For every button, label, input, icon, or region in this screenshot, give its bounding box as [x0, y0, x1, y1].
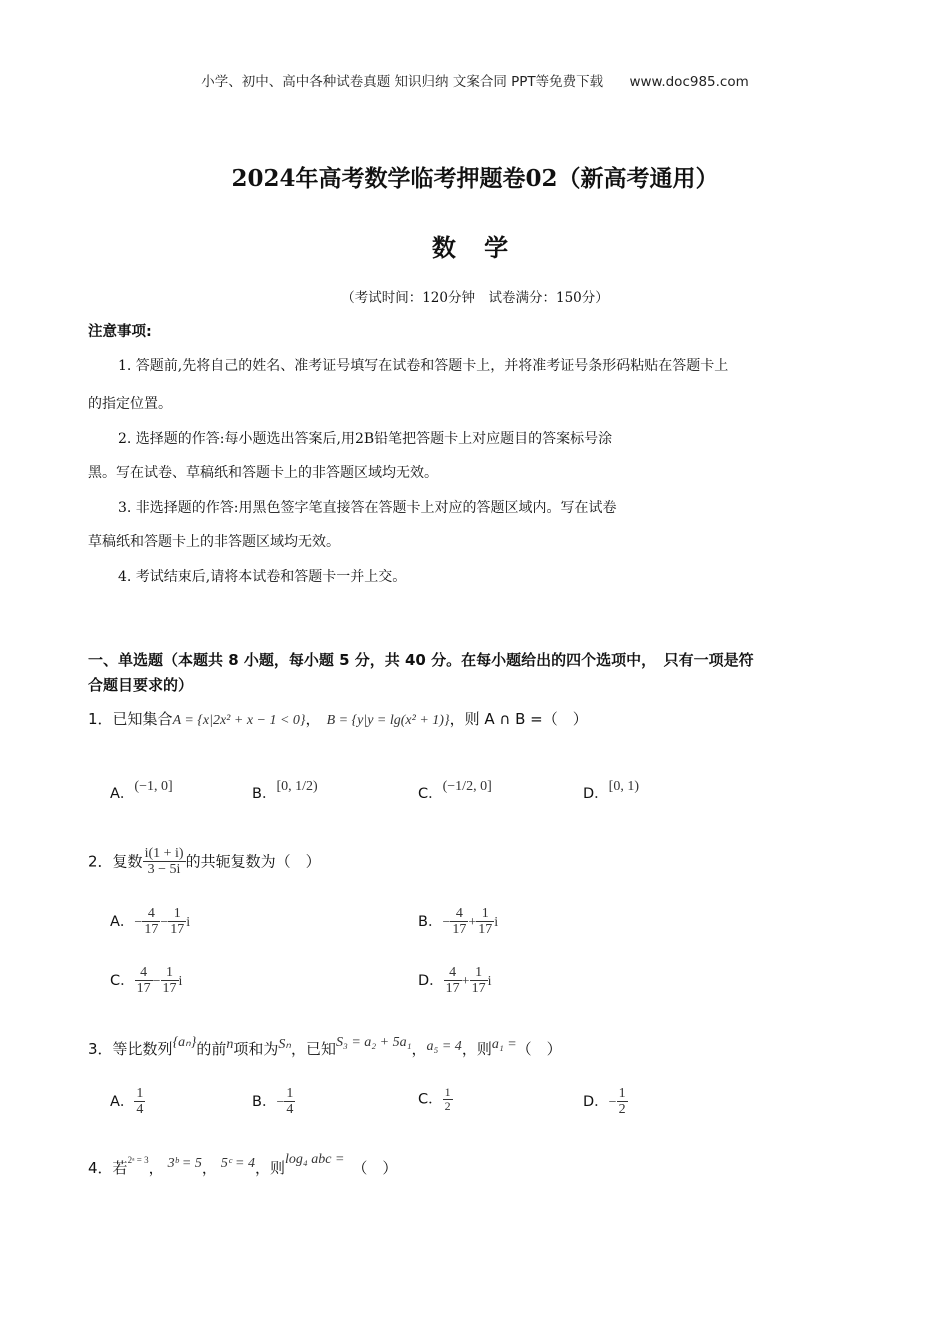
- numerator: 4: [142, 906, 160, 922]
- option-label: D．: [583, 786, 609, 802]
- question-text: ，则: [461, 1040, 492, 1058]
- option-label: C．: [418, 1091, 443, 1108]
- fraction-numerator: i(1 + i): [144, 846, 184, 861]
- question-4: [88, 1152, 398, 1178]
- sign: −: [442, 914, 451, 930]
- sign: −: [608, 1094, 617, 1110]
- notice-line-2: 的指定位置。: [88, 396, 172, 412]
- option-label: A．: [110, 913, 135, 930]
- fraction: [450, 906, 468, 938]
- notice-line-5: 3. 非选择题的作答:用黑色签字笔直接答在答题卡上对应的答题区域内。写在试卷: [118, 500, 617, 516]
- denominator: 17: [478, 922, 493, 938]
- question-text: ，: [411, 1040, 427, 1058]
- header-text: 小学、初中、高中各种试卷真题 知识归纳 文案合同 PPT等免费下载: [201, 74, 604, 90]
- condition-2: 3ᵇ = 5: [167, 1156, 202, 1171]
- condition-3: 5ᶜ = 4: [220, 1156, 255, 1171]
- denominator: 17: [162, 981, 177, 997]
- question-text: （ ）: [516, 1040, 562, 1058]
- sequence-symbol: {aₙ}: [172, 1035, 197, 1050]
- exam-subject: 数 学: [431, 233, 519, 262]
- option-d[interactable]: D． $\frac{4}{17}$ + $\frac{1}{17}$ i: [418, 965, 492, 997]
- denominator: 17: [144, 922, 159, 938]
- question-number: 2．: [88, 852, 113, 871]
- option-label: A．: [110, 1093, 135, 1110]
- denominator: 2: [444, 1099, 451, 1114]
- option-d[interactable]: [583, 1086, 628, 1118]
- numerator: 1: [618, 1086, 626, 1101]
- numerator: 1: [476, 906, 494, 922]
- option-a[interactable]: A．− $\frac{4}{17}$ − $\frac{1}{17}$ i: [110, 906, 191, 938]
- fraction: [476, 906, 494, 938]
- option-label: B．: [252, 786, 277, 802]
- section-heading-line-1: 一、单选题（本题共 8 小题，每小题 5 分，共 40 分。在每小题给出的四个选项中， 只有一项是符: [88, 651, 754, 669]
- question-number: 4．: [88, 1159, 113, 1177]
- option-b[interactable]: B．− $\frac{4}{17}$ + $\frac{1}{17}$ i: [418, 906, 499, 938]
- set-a-expression: A = {x|2x² + x − 1 < 0}: [172, 713, 306, 728]
- asked-value: log₄ abc =: [285, 1152, 345, 1167]
- question-text: 已知集合: [112, 710, 173, 728]
- option-label: D．: [583, 1093, 609, 1110]
- notice-line-1: 1. 答题前,先将自己的姓名、准考证号填写在试卷和答题卡上，并将准考证号条形码粘贴在答题卡上: [118, 358, 729, 374]
- option-value: (−1/2, 0]: [442, 779, 492, 794]
- numerator: 4: [450, 906, 468, 922]
- question-3: [88, 1035, 562, 1059]
- question-number: 1．: [88, 710, 113, 728]
- option-label: D．: [418, 972, 444, 989]
- condition-1: S₃ = a₂ + 5a₁: [335, 1035, 412, 1050]
- denominator: 17: [471, 981, 486, 997]
- option-label: C．: [418, 786, 443, 802]
- denominator: 4: [286, 1102, 294, 1118]
- fraction-denominator: 3 − 5i: [147, 862, 181, 878]
- option-c[interactable]: [418, 1086, 453, 1113]
- option-a[interactable]: [110, 779, 173, 803]
- fraction: [161, 965, 179, 997]
- set-b-expression: B = {y|y = lg(x² + 1)}: [326, 713, 450, 728]
- variable-n: n: [226, 1037, 234, 1052]
- sign: −: [160, 914, 169, 930]
- denominator: 17: [445, 981, 460, 997]
- question-text: 项和为: [233, 1040, 279, 1058]
- option-label: B．: [418, 913, 443, 930]
- option-c[interactable]: C． $\frac{4}{17}$ − $\frac{1}{17}$ i: [110, 965, 183, 997]
- exam-meta: （考试时间：120分钟 试卷满分：150分）: [341, 290, 609, 306]
- notice-line-6: 草稿纸和答题卡上的非答题区域均无效。: [88, 534, 340, 550]
- notice-line-4: 黑。写在试卷、草稿纸和答题卡上的非答题区域均无效。: [88, 465, 438, 481]
- sign: −: [152, 973, 161, 989]
- fraction: [617, 1086, 628, 1118]
- denominator: 2: [618, 1102, 626, 1118]
- numerator: 4: [444, 965, 462, 981]
- question-text: ，则 A ∩ B =（ ）: [449, 710, 588, 728]
- fraction: [135, 965, 153, 997]
- question-1: [88, 708, 588, 729]
- question-text: 若: [112, 1159, 128, 1177]
- question-text: 的前: [196, 1040, 227, 1058]
- notice-title: 注意事项:: [88, 324, 152, 340]
- option-label: B．: [252, 1093, 277, 1110]
- question-text: ，则: [254, 1159, 285, 1177]
- numerator: 4: [135, 965, 153, 981]
- sum-symbol: Sₙ: [278, 1037, 291, 1052]
- option-value: [0, 1/2): [276, 779, 318, 794]
- sign: +: [461, 973, 470, 989]
- sign: −: [134, 914, 143, 930]
- sign: −: [276, 1094, 285, 1110]
- option-value: [0, 1): [608, 779, 639, 794]
- section-heading-line-2: 合题目要求的）: [88, 676, 194, 694]
- separator: ，: [305, 710, 321, 728]
- option-label: A．: [110, 786, 135, 802]
- fraction: [444, 965, 462, 997]
- question-text: 复数: [112, 852, 143, 871]
- condition-1: 2ᵃ = 3: [127, 1155, 149, 1165]
- fraction: [142, 906, 160, 938]
- question-text: ，已知: [290, 1040, 336, 1058]
- denominator: 17: [452, 922, 467, 938]
- question-number: 3．: [88, 1040, 113, 1058]
- notice-line-7: 4. 考试结束后,请将本试卷和答题卡一并上交。: [118, 569, 407, 585]
- option-a[interactable]: [110, 1086, 145, 1118]
- fraction: [470, 965, 488, 997]
- numerator: 1: [168, 906, 186, 922]
- question-2: [88, 846, 321, 878]
- option-b[interactable]: [252, 1086, 295, 1118]
- numerator: 1: [444, 1085, 451, 1099]
- numerator: 1: [161, 965, 179, 981]
- question-text: 等比数列: [112, 1040, 173, 1058]
- complex-fraction: [143, 846, 186, 878]
- fraction: [284, 1086, 295, 1118]
- fraction: [134, 1086, 145, 1118]
- numerator: 1: [286, 1086, 294, 1101]
- header-url[interactable]: www.doc985.com: [629, 74, 749, 90]
- denominator: 17: [136, 981, 151, 997]
- option-b[interactable]: [252, 779, 318, 803]
- option-d[interactable]: [583, 779, 639, 803]
- denominator: 4: [136, 1102, 144, 1118]
- option-label: C．: [110, 972, 135, 989]
- question-text: 的共轭复数为（ ）: [185, 852, 321, 871]
- site-header: [0, 70, 950, 90]
- notice-line-3: 2. 选择题的作答:每小题选出答案后,用2B铅笔把答题卡上对应题目的答案标号涂: [118, 431, 613, 447]
- condition-2: a₅ = 4: [426, 1039, 462, 1054]
- asked-value: a₁ =: [491, 1037, 517, 1052]
- option-value: (−1, 0]: [134, 779, 173, 794]
- question-text: ，: [148, 1159, 164, 1177]
- numerator: 1: [136, 1086, 144, 1101]
- question-text: （ ）: [352, 1159, 398, 1177]
- sign: +: [468, 914, 477, 930]
- question-text: ，: [201, 1159, 217, 1177]
- exam-title: 2024年高考数学临考押题卷02（新高考通用）: [231, 165, 719, 192]
- option-c[interactable]: [418, 779, 492, 803]
- fraction: [168, 906, 186, 938]
- denominator: 17: [170, 922, 185, 938]
- numerator: 1: [470, 965, 488, 981]
- fraction: [443, 1086, 453, 1113]
